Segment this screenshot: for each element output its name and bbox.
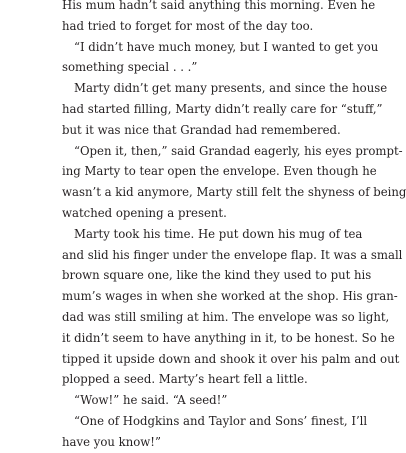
text-line: mum’s wages in when she worked at the shop. His gran- [62,289,398,304]
text-line: but it was nice that Grandad had remembered. [62,122,341,137]
text-line: wasn’t a kid anymore, Marty still felt the shyness of being [62,185,406,200]
text-line: tipped it upside down and shook it over his palm and out [62,351,400,366]
text-line: “Open it, then,” said Grandad eagerly, his eyes prompt- [74,143,403,158]
text-line: “One of Hodgkins and Taylor and Sons’ finest, I’ll [74,413,368,428]
text-line: have you know!” [62,434,161,449]
text-line: “Wow!” he said. “A seed!” [74,393,228,408]
text-line: plopped a seed. Marty’s heart fell a little. [62,372,308,387]
text-line: had tried to forget for most of the day too. [62,18,314,33]
text-line: His mum hadn’t said anything this morning. Even he [62,0,376,12]
text-line: “I didn’t have much money, but I wanted to get you [74,39,379,54]
text-line: dad was still smiling at him. The envelope was so light, [62,309,390,324]
text-line: Marty took his time. He put down his mug of tea [74,226,363,241]
text-line: watched opening a present. [62,205,227,220]
body-text [62,0,406,453]
text-line: had started filling, Marty didn’t really care for “stuff,” [62,101,383,116]
text-line: and slid his finger under the envelope flap. It was a small [62,247,403,262]
text-line: Marty didn’t get many presents, and since the house [74,81,388,96]
text-line: something special . . .” [62,60,198,75]
text-line: ing Marty to tear open the envelope. Even though he [62,164,377,179]
text-line: brown square one, like the kind they used to put his [62,268,372,283]
text-line: it didn’t seem to have anything in it, to be honest. So he [62,330,395,345]
